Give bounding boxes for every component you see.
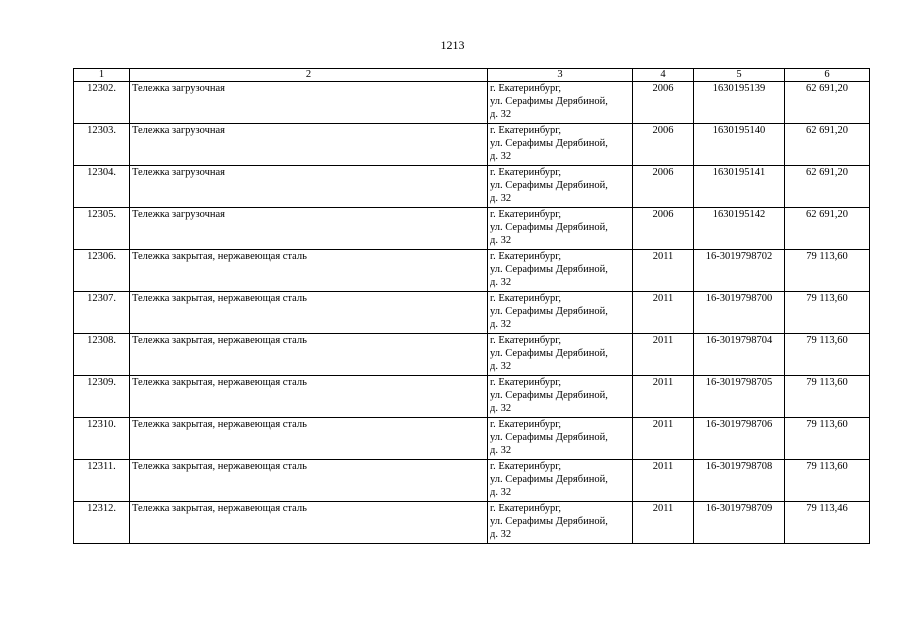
item-inventory-number: 1630195140 bbox=[694, 124, 785, 166]
item-year: 2011 bbox=[633, 460, 694, 502]
item-inventory-number: 16-3019798702 bbox=[694, 250, 785, 292]
address-line: г. Екатеринбург, bbox=[490, 461, 562, 472]
table-row bbox=[74, 250, 870, 292]
item-year: 2011 bbox=[633, 292, 694, 334]
address-line: г. Екатеринбург, bbox=[490, 293, 562, 304]
item-cost: 62 691,20 bbox=[785, 124, 870, 166]
item-inventory-number: 16-3019798706 bbox=[694, 418, 785, 460]
address-line: ул. Серафимы Дерябиной, bbox=[490, 96, 608, 107]
item-year: 2011 bbox=[633, 502, 694, 544]
address-line: д. 32 bbox=[490, 235, 512, 246]
table-row bbox=[74, 418, 870, 460]
row-number: 12310. bbox=[74, 418, 130, 460]
row-number: 12306. bbox=[74, 250, 130, 292]
item-inventory-number: 1630195139 bbox=[694, 82, 785, 124]
item-name: Тележка загрузочная bbox=[130, 82, 488, 124]
item-year: 2011 bbox=[633, 334, 694, 376]
item-inventory-number: 16-3019798709 bbox=[694, 502, 785, 544]
row-number: 12308. bbox=[74, 334, 130, 376]
address-line: д. 32 bbox=[490, 109, 512, 120]
row-number: 12303. bbox=[74, 124, 130, 166]
table-row bbox=[74, 124, 870, 166]
item-inventory-number: 16-3019798705 bbox=[694, 376, 785, 418]
address-line: д. 32 bbox=[490, 151, 512, 162]
item-cost: 79 113,60 bbox=[785, 250, 870, 292]
table-row bbox=[74, 166, 870, 208]
address-line: ул. Серафимы Дерябиной, bbox=[490, 390, 608, 401]
item-cost: 79 113,60 bbox=[785, 376, 870, 418]
item-address bbox=[488, 460, 633, 502]
address-line: ул. Серафимы Дерябиной, bbox=[490, 222, 608, 233]
item-address bbox=[488, 334, 633, 376]
item-name: Тележка закрытая, нержавеющая сталь bbox=[130, 418, 488, 460]
address-line: г. Екатеринбург, bbox=[490, 125, 562, 136]
item-inventory-number: 1630195141 bbox=[694, 166, 785, 208]
address-line: г. Екатеринбург, bbox=[490, 167, 562, 178]
item-year: 2011 bbox=[633, 376, 694, 418]
item-address bbox=[488, 208, 633, 250]
item-name: Тележка закрытая, нержавеющая сталь bbox=[130, 376, 488, 418]
item-cost: 62 691,20 bbox=[785, 166, 870, 208]
item-cost: 79 113,46 bbox=[785, 502, 870, 544]
item-cost: 62 691,20 bbox=[785, 82, 870, 124]
item-name: Тележка закрытая, нержавеющая сталь bbox=[130, 334, 488, 376]
address-line: ул. Серафимы Дерябиной, bbox=[490, 474, 608, 485]
row-number: 12309. bbox=[74, 376, 130, 418]
item-name: Тележка загрузочная bbox=[130, 166, 488, 208]
table-row bbox=[74, 460, 870, 502]
item-name: Тележка закрытая, нержавеющая сталь bbox=[130, 250, 488, 292]
table-row bbox=[74, 376, 870, 418]
item-cost: 79 113,60 bbox=[785, 334, 870, 376]
address-line: г. Екатеринбург, bbox=[490, 503, 562, 514]
address-line: д. 32 bbox=[490, 403, 512, 414]
address-line: г. Екатеринбург, bbox=[490, 251, 562, 262]
address-line: д. 32 bbox=[490, 445, 512, 456]
item-inventory-number: 16-3019798700 bbox=[694, 292, 785, 334]
header-col-3: 3 bbox=[488, 69, 633, 82]
address-line: д. 32 bbox=[490, 487, 512, 498]
item-year: 2006 bbox=[633, 166, 694, 208]
item-year: 2006 bbox=[633, 82, 694, 124]
property-table bbox=[73, 68, 870, 544]
table-row bbox=[74, 292, 870, 334]
item-address bbox=[488, 82, 633, 124]
row-number: 12304. bbox=[74, 166, 130, 208]
address-line: г. Екатеринбург, bbox=[490, 209, 562, 220]
table-row bbox=[74, 208, 870, 250]
address-line: д. 32 bbox=[490, 361, 512, 372]
table-row bbox=[74, 82, 870, 124]
address-line: д. 32 bbox=[490, 319, 512, 330]
table-header bbox=[74, 69, 870, 82]
item-cost: 79 113,60 bbox=[785, 418, 870, 460]
table-body bbox=[74, 82, 870, 544]
item-address bbox=[488, 124, 633, 166]
row-number: 12307. bbox=[74, 292, 130, 334]
item-address bbox=[488, 292, 633, 334]
item-cost: 79 113,60 bbox=[785, 292, 870, 334]
address-line: д. 32 bbox=[490, 277, 512, 288]
table-row bbox=[74, 502, 870, 544]
row-number: 12311. bbox=[74, 460, 130, 502]
address-line: д. 32 bbox=[490, 529, 512, 540]
address-line: ул. Серафимы Дерябиной, bbox=[490, 516, 608, 527]
row-number: 12302. bbox=[74, 82, 130, 124]
item-name: Тележка загрузочная bbox=[130, 124, 488, 166]
address-line: ул. Серафимы Дерябиной, bbox=[490, 348, 608, 359]
row-number: 12312. bbox=[74, 502, 130, 544]
header-col-4: 4 bbox=[633, 69, 694, 82]
item-name: Тележка закрытая, нержавеющая сталь bbox=[130, 460, 488, 502]
page-number: 1213 bbox=[440, 38, 465, 52]
item-address bbox=[488, 418, 633, 460]
address-line: д. 32 bbox=[490, 193, 512, 204]
item-cost: 62 691,20 bbox=[785, 208, 870, 250]
header-col-5: 5 bbox=[694, 69, 785, 82]
item-inventory-number: 16-3019798704 bbox=[694, 334, 785, 376]
address-line: ул. Серафимы Дерябиной, bbox=[490, 138, 608, 149]
address-line: г. Екатеринбург, bbox=[490, 83, 562, 94]
item-address bbox=[488, 376, 633, 418]
item-inventory-number: 16-3019798708 bbox=[694, 460, 785, 502]
item-year: 2011 bbox=[633, 418, 694, 460]
address-line: г. Екатеринбург, bbox=[490, 419, 562, 430]
header-col-2: 2 bbox=[130, 69, 488, 82]
address-line: ул. Серафимы Дерябиной, bbox=[490, 264, 608, 275]
address-line: г. Екатеринбург, bbox=[490, 377, 562, 388]
address-line: ул. Серафимы Дерябиной, bbox=[490, 306, 608, 317]
header-col-6: 6 bbox=[785, 69, 870, 82]
item-year: 2006 bbox=[633, 124, 694, 166]
item-inventory-number: 1630195142 bbox=[694, 208, 785, 250]
item-name: Тележка загрузочная bbox=[130, 208, 488, 250]
item-name: Тележка закрытая, нержавеющая сталь bbox=[130, 292, 488, 334]
address-line: г. Екатеринбург, bbox=[490, 335, 562, 346]
item-cost: 79 113,60 bbox=[785, 460, 870, 502]
item-name: Тележка закрытая, нержавеющая сталь bbox=[130, 502, 488, 544]
item-address bbox=[488, 166, 633, 208]
item-address bbox=[488, 502, 633, 544]
address-line: ул. Серафимы Дерябиной, bbox=[490, 180, 608, 191]
item-address bbox=[488, 250, 633, 292]
item-year: 2006 bbox=[633, 208, 694, 250]
address-line: ул. Серафимы Дерябиной, bbox=[490, 432, 608, 443]
table-row bbox=[74, 334, 870, 376]
row-number: 12305. bbox=[74, 208, 130, 250]
header-row bbox=[74, 69, 870, 82]
item-year: 2011 bbox=[633, 250, 694, 292]
header-col-1: 1 bbox=[74, 69, 130, 82]
